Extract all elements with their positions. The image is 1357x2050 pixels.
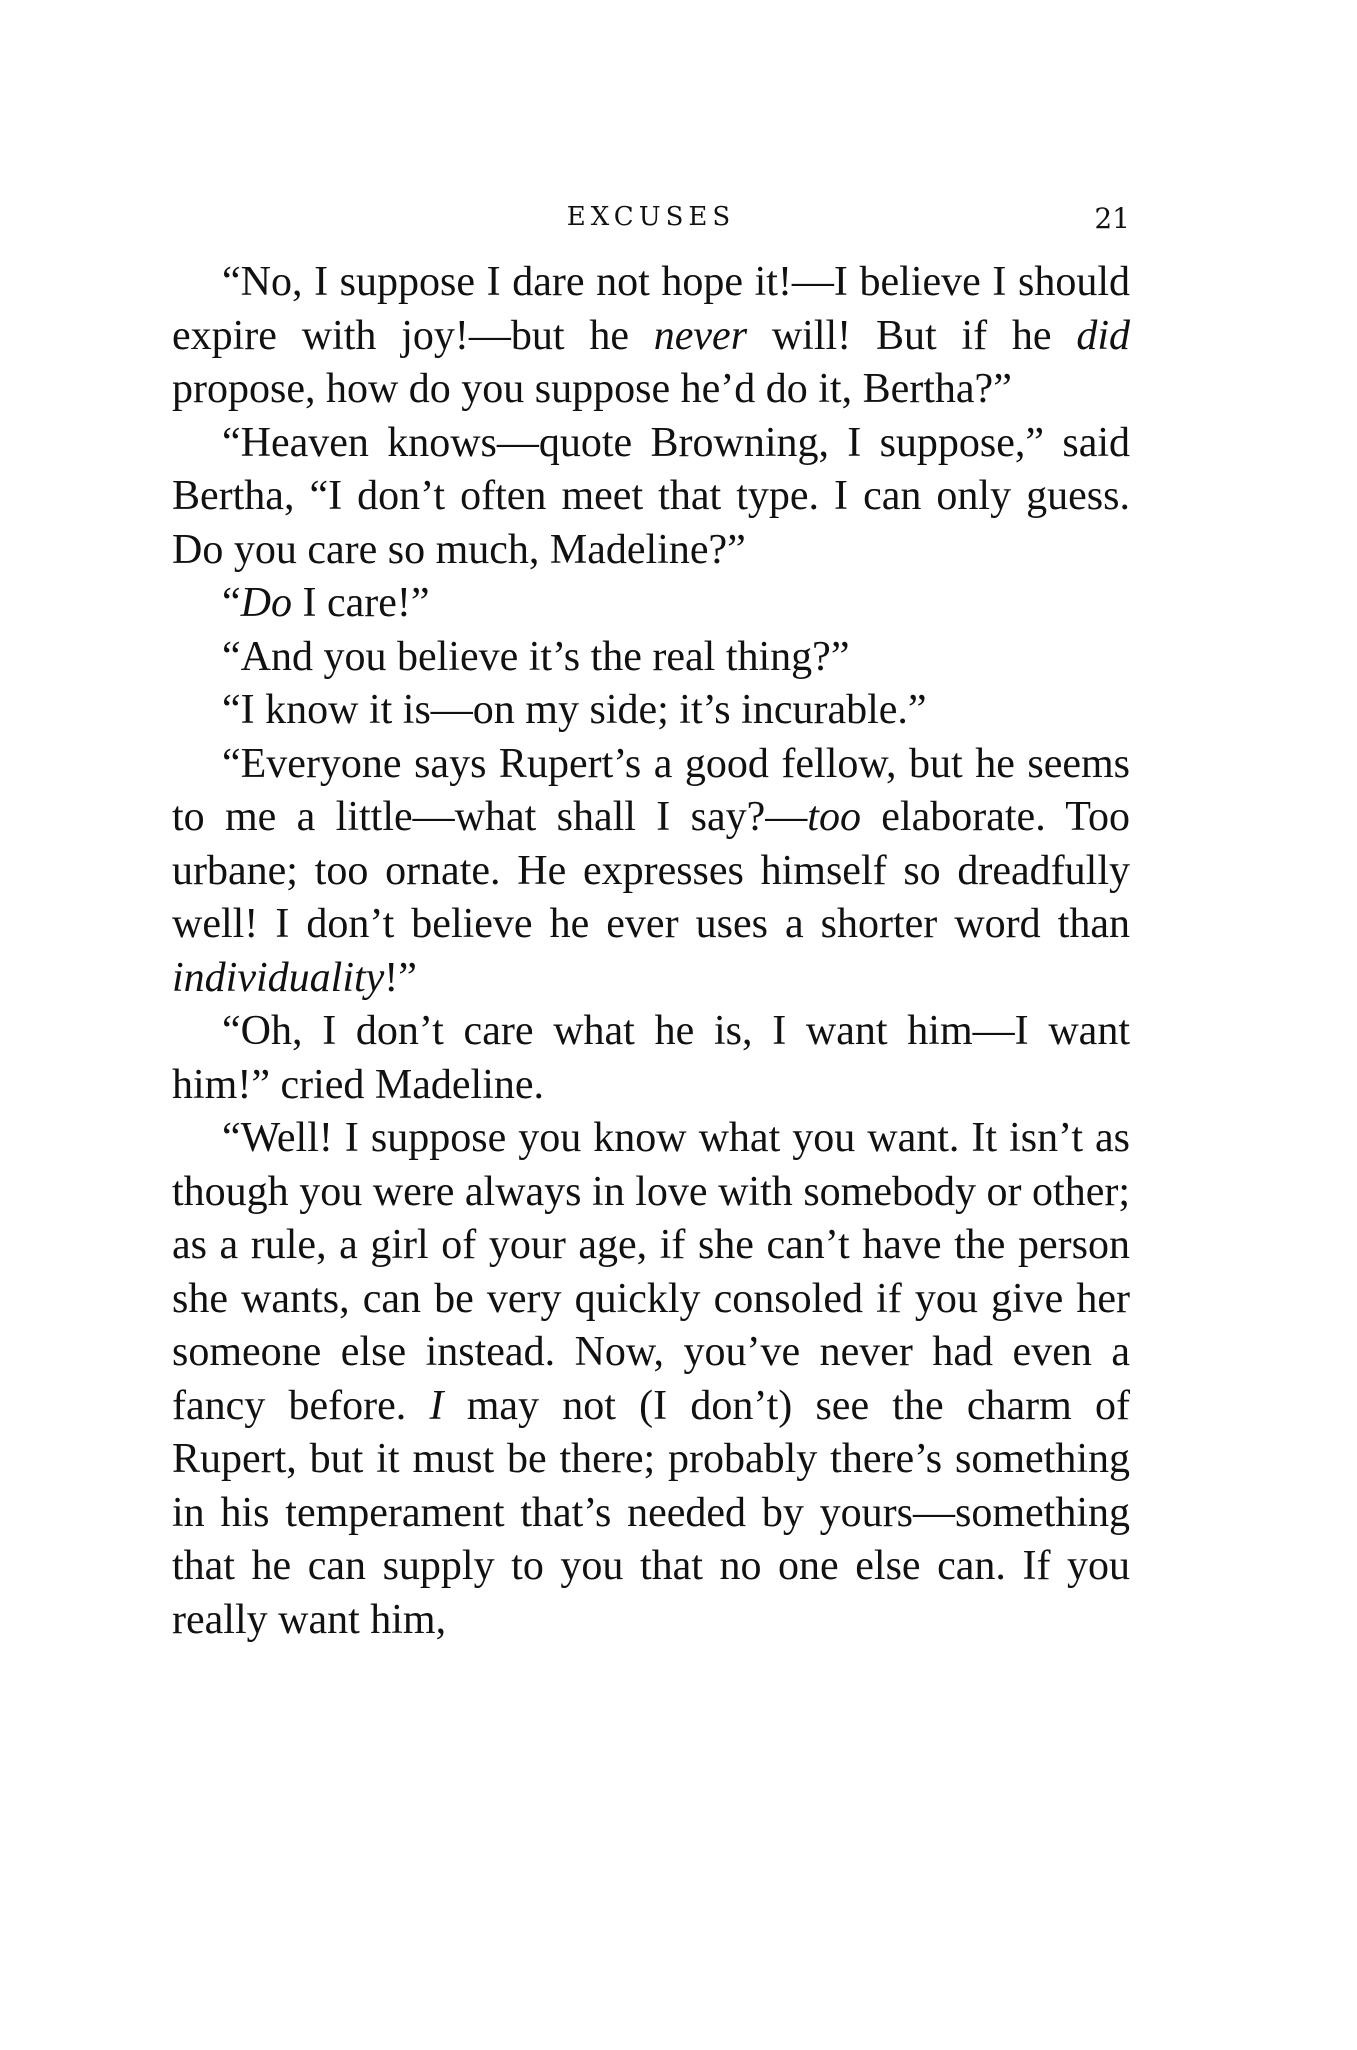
paragraph xyxy=(172,684,1130,738)
running-header xyxy=(172,198,1130,238)
page-number: 21 xyxy=(1094,202,1130,235)
paragraph xyxy=(172,577,1130,631)
italic-text: Do xyxy=(240,580,292,626)
paragraph xyxy=(172,1005,1130,1112)
paragraph xyxy=(172,417,1130,578)
italic-text: too xyxy=(807,794,861,840)
text-run: !” xyxy=(384,954,417,1001)
italic-text: did xyxy=(1076,312,1130,359)
text-run: elaborate. Too urbane; too ornate. He expresses himself so dreadfully well! I don’t believe he ever uses a shorter word than xyxy=(172,794,1131,947)
body-text xyxy=(172,256,1130,1647)
italic-text: individuality xyxy=(172,954,385,1001)
text-run: may not (I don’t) see the charm of Rupert, but it must be there; probably there’s something in his temperament that’s needed by yours—something that he can supply to you that no one else can. If you really want him, xyxy=(172,1382,1130,1643)
chapter-title: EXCUSES xyxy=(566,202,736,232)
paragraph xyxy=(172,738,1130,1006)
paragraph xyxy=(172,1112,1130,1647)
text-run: “Heaven knows—quote Browning, I suppose,” said Bertha, “I don’t often meet that type. I can only guess. Do you care so much, Madeline?” xyxy=(172,419,1130,573)
text-run: “ xyxy=(222,580,241,626)
text-run: will! But if he xyxy=(747,312,1077,359)
text-run: “Oh, I don’t care what he is, I want him—I want him!” cried Madeline. xyxy=(172,1008,1130,1108)
text-run: “And you believe it’s the real thing?” xyxy=(222,633,850,680)
text-run: I care!” xyxy=(292,580,430,626)
paragraph xyxy=(172,256,1130,417)
text-run: “Everyone says Rupert’s a good fellow, but he seems to me a little—what shall I say?— xyxy=(172,740,1130,840)
paragraph xyxy=(172,631,1130,685)
text-run: “Well! I suppose you know what you want. It isn’t as though you were always in love with somebody or other; as a rule, a girl of your age, if she can’t have the person she wants, can be very quickly consoled if you give her someone else instead. Now, you’ve never had even a fancy before. xyxy=(172,1115,1130,1429)
text-run: propose, how do you suppose he’d do it, Bertha?” xyxy=(172,366,1012,412)
italic-text: I xyxy=(429,1382,444,1429)
text-run: “I know it is—on my side; it’s incurable.” xyxy=(222,687,927,733)
italic-text: never xyxy=(653,312,748,359)
text-run: “No, I suppose I dare not hope it!—I believe I should expire with joy!—but he xyxy=(172,259,1130,359)
